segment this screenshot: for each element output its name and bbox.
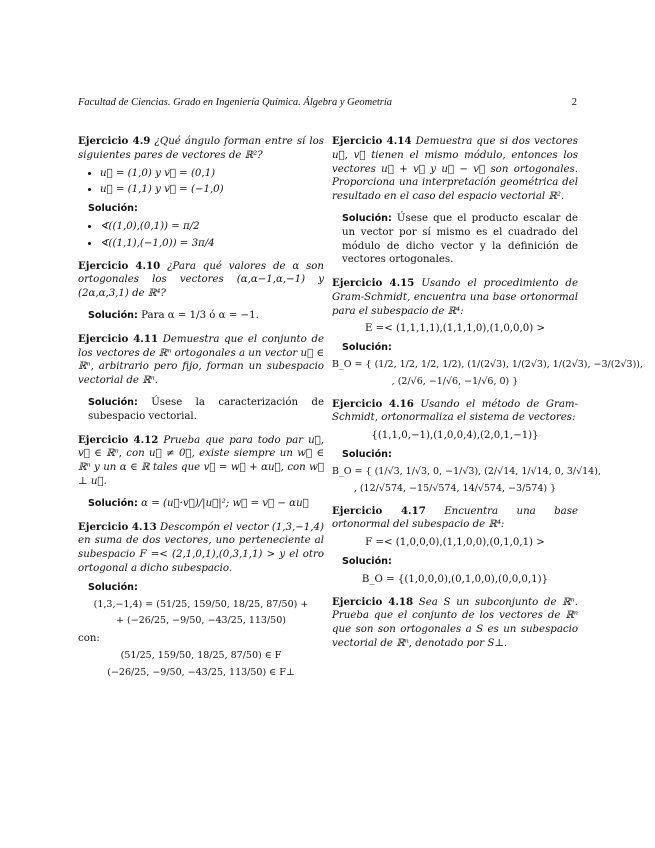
solution (88, 497, 324, 511)
solution-text: α = (u⃗·v⃗)/|u⃗|²; w⃗ = v⃗ − αu⃗ (141, 497, 309, 509)
exercise-4-12 (78, 434, 324, 511)
exercise-4-15 (332, 277, 644, 389)
solution-label: Solución: (342, 212, 392, 224)
equation: + (−26/25, −9/50, −43/25, 113/50) (116, 615, 286, 627)
equation: F =< (1,0,0,0),(1,1,0,0),(0,1,0,1) > (365, 537, 545, 549)
exercise-4-17 (332, 505, 578, 587)
exercise-text: ¿Qué ángulo forman entre sí los siguientes pares de vectores de ℝ²? (78, 136, 324, 161)
list-item: • ∢((1,0),(0,1)) = π/2 (100, 220, 324, 234)
left-column (78, 135, 324, 689)
page-number: 2 (571, 97, 577, 108)
header-title: Facultad de Ciencias. Grado en Ingeniería Química. Álgebra y Geometría (78, 97, 393, 108)
exercise-4-10 (78, 260, 324, 323)
exercise-text: Sea S un subconjunto de ℝⁿ. Prueba que el conjunto de los vectores de ℝⁿ que son son ortogonales a S es un subespacio vectorial de ℝⁿ, denotado por S⊥. (332, 596, 578, 649)
exercise-label: Ejercicio 4.10 (78, 259, 161, 272)
solution-label: Solución: (88, 581, 138, 593)
exercise-label: Ejercicio 4.16 (332, 397, 414, 410)
page-header (78, 96, 577, 110)
solution-text: Para α = 1/3 ó α = −1. (141, 309, 259, 321)
solution-label: Solución: (342, 448, 392, 460)
list-item: • ∢((1,1),(−1,0)) = 3π/4 (100, 237, 324, 251)
basis-line: , (2/√6, −1/√6, −1/√6, 0) } (391, 375, 519, 387)
equation: {(1,1,0,−1),(1,0,0,4),(2,0,1,−1)} (371, 430, 539, 442)
solution-text: Úsese que el producto escalar de un vector por sí mismo es el cuadrado del módulo de dicho vector y la definición de vectores ortogonales. (342, 212, 578, 266)
exercise-label: Ejercicio 4.11 (78, 332, 159, 345)
exercise-label: Ejercicio 4.13 (78, 520, 157, 533)
list-item: • u⃗ = (1,1) y v⃗ = (−1,0) (100, 183, 324, 197)
solution (88, 309, 324, 323)
solution-label: Solución: (88, 203, 138, 215)
equation: (−26/25, −9/50, −43/25, 113/50) ∈ F⊥ (107, 666, 295, 678)
solution (342, 212, 578, 267)
exercise-4-16 (332, 397, 601, 496)
exercise-text: Usando el procedimiento de Gram-Schmidt, encuentra una base ortonormal para el subespacio de ℝ⁴: (332, 278, 578, 317)
solution-label: Solución: (88, 497, 138, 509)
item-list (78, 167, 324, 198)
exercise-text: ¿Para qué valores de α son ortogonales los vectores (α,α−1,α,−1) y (2α,α,3,1) de ℝ⁴? (78, 260, 324, 300)
con-text: con: (78, 633, 100, 645)
equation: E =< (1,1,1,1),(1,1,1,0),(1,0,0,0) > (364, 323, 545, 335)
exercise-text: Encuentra una base ortonormal del subespacio de ℝ⁴: (332, 505, 578, 531)
exercise-label: Ejercicio 4.17 (332, 504, 426, 517)
exercise-label: Ejercicio 4.18 (332, 595, 414, 608)
basis-line: , (12/√574, −15/√574, 14/√574, −3/574) } (353, 482, 557, 494)
exercise-text: Demuestra que si dos vectores u⃗, v⃗ tienen el mismo módulo, entonces los vectores u⃗ + v⃗ y u⃗ − v⃗ son ortogonales. Proporciona una interpretación geométrica del resultado en el caso del espacio vectorial ℝ². (332, 136, 578, 203)
basis-line: B_O = { (1/2, 1/2, 1/2, 1/2), (1/(2√3), 1/(2√3), 1/(2√3), −3/(2√3)), (332, 359, 644, 371)
solution-label: Solución: (88, 309, 138, 321)
exercise-4-13 (78, 521, 324, 680)
solution-label: Solución: (342, 555, 392, 567)
exercise-text: Prueba que para todo par u⃗, v⃗ ∈ ℝⁿ, con u⃗ ≠ 0⃗, existe siempre un w⃗ ∈ ℝⁿ y un α ∈ ℝ tales que v⃗ = w⃗ + αu⃗, con w⃗ ⊥ u⃗. (78, 434, 325, 487)
right-column (332, 135, 644, 660)
list-item: • u⃗ = (1,0) y v⃗ = (0,1) (100, 167, 324, 181)
exercise-text: Usando el método de Gram-Schmidt, ortonormaliza el sistema de vectores: (332, 398, 578, 424)
exercise-label: Ejercicio 4.14 (332, 135, 412, 147)
equation: (51/25, 159/50, 18/25, 87/50) ∈ F (120, 649, 282, 661)
exercise-4-9 (78, 135, 324, 251)
equation: B_O = {(1,0,0,0),(0,1,0,0),(0,0,0,1)} (361, 573, 549, 585)
exercise-text: Demuestra que el conjunto de los vectores de ℝⁿ ortogonales a un vector u⃗ ∈ ℝⁿ, arbitrario pero fijo, forman un subespacio vectorial de ℝⁿ. (78, 333, 324, 387)
solution-text: Úsese la caracterización de subespacio vectorial. (88, 396, 324, 422)
solution-label: Solución: (342, 342, 392, 354)
equation: (1,3,−1,4) = (51/25, 159/50, 18/25, 87/50) + (93, 598, 309, 610)
solution-label: Solución: (88, 396, 138, 408)
exercise-text: Descompón el vector (1,3,−1,4) en suma de dos vectores, uno perteneciente al subespacio F =< (2,1,0,1),(0,3,1,1) > y el otro ortogonal a dicho subespacio. (78, 521, 324, 574)
exercise-4-14 (332, 135, 578, 267)
exercise-4-18 (332, 596, 578, 651)
basis-line: B_O = { (1/√3, 1/√3, 0, −1/√3), (2/√14, 1/√14, 0, 3/√14), (332, 465, 601, 477)
exercise-label: Ejercicio 4.12 (78, 433, 159, 446)
exercise-4-11 (78, 333, 324, 424)
exercise-label: Ejercicio 4.15 (332, 277, 415, 290)
solution (88, 396, 324, 424)
exercise-label: Ejercicio 4.9 (78, 135, 151, 147)
solution-list (78, 220, 324, 251)
